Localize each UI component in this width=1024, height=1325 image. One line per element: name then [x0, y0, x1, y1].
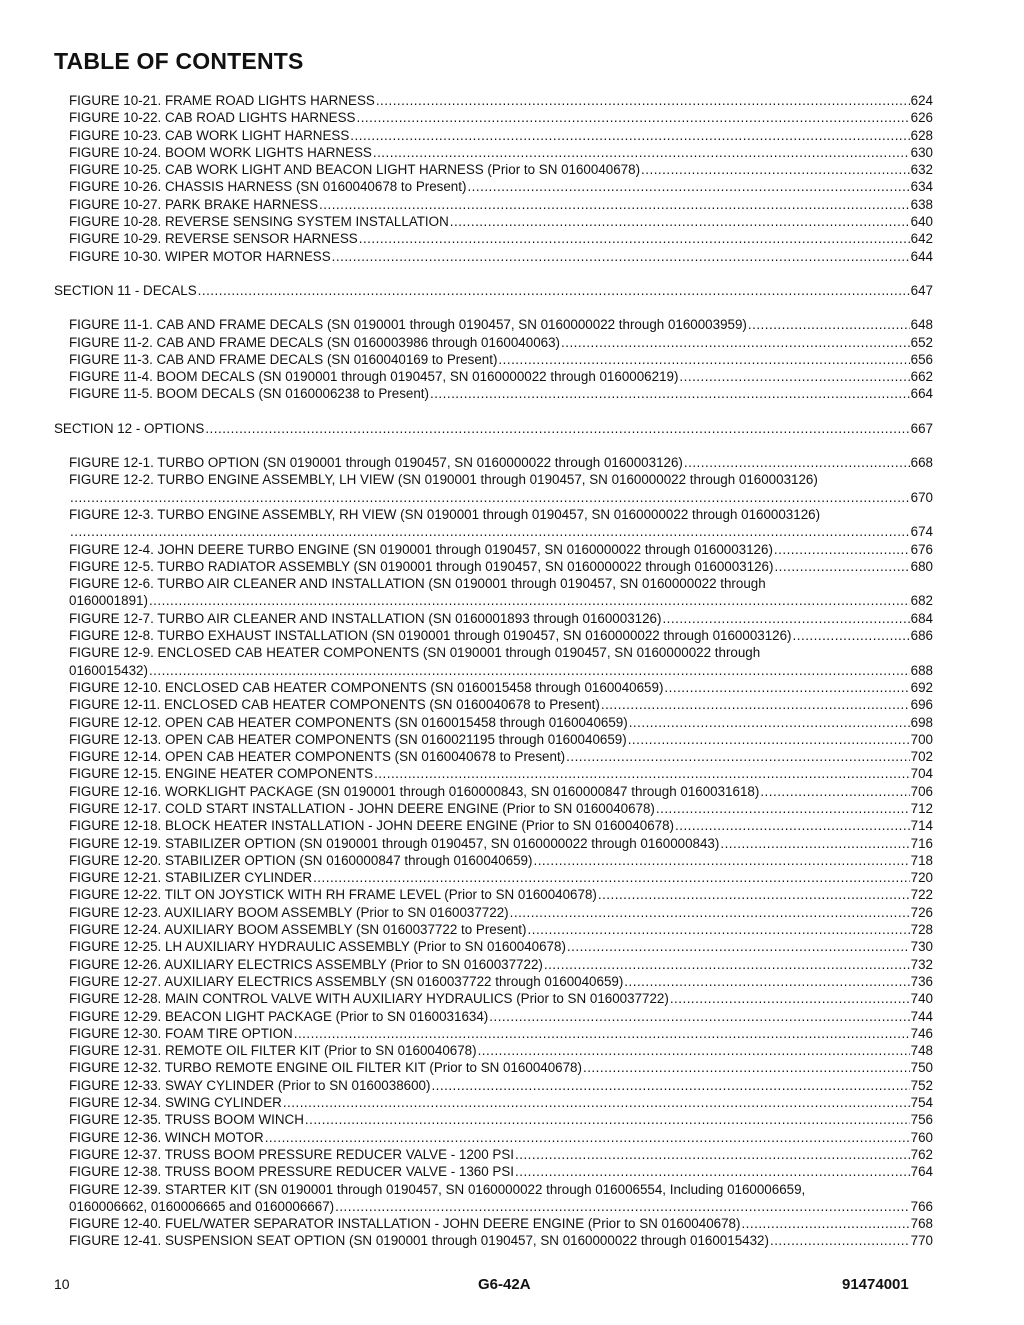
toc-entry-label: FIGURE 12-17. COLD START INSTALLATION - JOHN DEERE ENGINE (Prior to SN 0160040678) — [69, 800, 655, 816]
toc-entry-label: FIGURE 12-38. TRUSS BOOM PRESSURE REDUCER VALVE - 1360 PSI — [69, 1164, 514, 1180]
toc-entry-page: 702 — [910, 749, 933, 765]
toc-figure-entry[interactable] — [69, 1025, 933, 1042]
toc-figure-entry[interactable] — [69, 454, 933, 471]
toc-figure-entry[interactable] — [69, 1232, 933, 1249]
toc-entry-label: FIGURE 12-11. ENCLOSED CAB HEATER COMPONENTS (SN 0160040678 to Present) — [69, 697, 600, 713]
dot-leader — [641, 161, 910, 178]
toc-figure-entry[interactable] — [69, 230, 933, 247]
toc-entry-label: 0160015432) — [69, 662, 148, 678]
toc-figure-entry[interactable] — [69, 127, 933, 144]
toc-figure-entry[interactable] — [69, 92, 933, 109]
toc-figure-entry[interactable] — [69, 956, 933, 973]
toc-entry-label: FIGURE 12-41. SUSPENSION SEAT OPTION (SN 0190001 through 0190457, SN 0160000022 through 0160015432) — [69, 1233, 769, 1249]
toc-figure-entry[interactable] — [69, 334, 933, 351]
dot-leader — [294, 1025, 910, 1042]
toc-entry-page: 744 — [910, 1008, 933, 1024]
dot-leader — [319, 196, 910, 213]
toc-entry-page: 686 — [910, 628, 933, 644]
toc-entry-label: FIGURE 11-1. CAB AND FRAME DECALS (SN 0190001 through 0190457, SN 0160000022 through 0160003959) — [69, 317, 747, 333]
dot-leader — [450, 213, 910, 230]
toc-figure-entry[interactable] — [69, 1198, 933, 1215]
toc-figure-entry[interactable] — [69, 1042, 933, 1059]
toc-entry-wrapped-line[interactable]: FIGURE 12-9. ENCLOSED CAB HEATER COMPONENTS (SN 0190001 through 0190457, SN 0160000022 through — [69, 645, 761, 661]
toc-figure-entry[interactable] — [69, 109, 933, 126]
toc-entry-page: 720 — [910, 870, 933, 886]
toc-entry-page: 740 — [910, 991, 933, 1007]
dot-leader — [313, 869, 910, 886]
toc-figure-entry[interactable] — [69, 662, 933, 679]
toc-entry-page: 652 — [910, 334, 933, 350]
toc-entry-label: FIGURE 12-8. TURBO EXHAUST INSTALLATION (SN 0190001 through 0190457, SN 0160000022 through 0160003126) — [69, 628, 792, 644]
toc-entry-page: 722 — [910, 887, 933, 903]
toc-entry-page: 750 — [910, 1060, 933, 1076]
dot-leader — [670, 990, 910, 1007]
toc-entry-page: 762 — [910, 1146, 933, 1162]
toc-entry-label: FIGURE 12-26. AUXILIARY ELECTRICS ASSEMBLY (Prior to SN 0160037722) — [69, 956, 543, 972]
dot-leader — [566, 748, 910, 765]
toc-entry-page: 768 — [910, 1216, 933, 1232]
toc-figure-entry[interactable] — [69, 213, 933, 230]
dot-leader — [748, 316, 910, 333]
toc-figure-entry[interactable] — [69, 748, 933, 765]
toc-entry-page: 770 — [910, 1233, 933, 1249]
toc-spacer — [0, 265, 1024, 282]
toc-entry-page: 628 — [910, 127, 933, 143]
toc-figure-entry[interactable] — [69, 783, 933, 800]
dot-leader — [335, 1198, 910, 1215]
toc-entry-label: SECTION 12 - OPTIONS — [54, 420, 205, 436]
toc-entry-label: FIGURE 10-22. CAB ROAD LIGHTS HARNESS — [69, 110, 356, 126]
dot-leader — [583, 1059, 910, 1076]
dot-leader — [198, 282, 910, 299]
toc-entry-label: FIGURE 12-30. FOAM TIRE OPTION — [69, 1025, 293, 1041]
toc-entry-label: FIGURE 12-22. TILT ON JOYSTICK WITH RH FRAME LEVEL (Prior to SN 0160040678) — [69, 887, 597, 903]
toc-entry-page: 704 — [910, 766, 933, 782]
toc-spacer — [0, 299, 1024, 316]
footer-model: G6-42A — [478, 1276, 531, 1293]
dot-leader — [265, 1129, 910, 1146]
toc-figure-entry[interactable] — [69, 765, 933, 782]
toc-entry-page: 632 — [910, 162, 933, 178]
toc-entry-label: FIGURE 10-25. CAB WORK LIGHT AND BEACON LIGHT HARNESS (Prior to SN 0160040678) — [69, 162, 641, 178]
toc-figure-entry[interactable] — [69, 904, 933, 921]
dot-leader — [561, 334, 910, 351]
dot-leader — [656, 800, 910, 817]
toc-section-entry[interactable] — [54, 282, 933, 299]
toc-list — [0, 92, 1024, 1250]
toc-spacer — [0, 403, 1024, 420]
toc-figure-entry[interactable] — [69, 196, 933, 213]
toc-figure-entry[interactable] — [69, 610, 933, 627]
toc-entry-page: 648 — [910, 317, 933, 333]
dot-leader — [760, 783, 909, 800]
toc-entry-page: 682 — [910, 593, 933, 609]
dot-leader — [283, 1094, 910, 1111]
toc-entry-label: FIGURE 12-21. STABILIZER CYLINDER — [69, 870, 313, 886]
toc-entry-page: 726 — [910, 904, 933, 920]
toc-figure-entry[interactable] — [69, 800, 933, 817]
dot-leader — [305, 1111, 910, 1128]
toc-entry-page: 766 — [910, 1198, 933, 1214]
dot-leader — [430, 385, 910, 402]
toc-figure-entry[interactable] — [69, 627, 933, 644]
toc-entry-label: FIGURE 11-4. BOOM DECALS (SN 0190001 through 0190457, SN 0160000022 through 0160006219) — [69, 369, 679, 385]
toc-entry-page: 676 — [910, 541, 933, 557]
toc-figure-entry[interactable] — [69, 869, 933, 886]
toc-figure-entry[interactable] — [69, 886, 933, 903]
toc-entry-label: FIGURE 10-26. CHASSIS HARNESS (SN 0160040678 to Present) — [69, 179, 467, 195]
toc-entry-label: FIGURE 12-7. TURBO AIR CLEANER AND INSTALLATION (SN 0160001893 through 0160003126) — [69, 610, 662, 626]
dot-leader — [356, 109, 909, 126]
dot-leader — [664, 679, 909, 696]
toc-entry-page: 698 — [910, 714, 933, 730]
toc-figure-entry[interactable] — [69, 835, 933, 852]
toc-entry-page: 670 — [910, 489, 933, 505]
toc-entry-label: FIGURE 12-10. ENCLOSED CAB HEATER COMPONENTS (SN 0160015458 through 0160040659) — [69, 679, 664, 695]
toc-entry-page: 730 — [910, 939, 933, 955]
toc-figure-entry[interactable] — [69, 973, 933, 990]
toc-entry-label: FIGURE 11-3. CAB AND FRAME DECALS (SN 0160040169 to Present) — [69, 351, 498, 367]
dot-leader — [467, 178, 909, 195]
toc-figure-entry[interactable] — [69, 1094, 933, 1111]
toc-figure-entry[interactable] — [69, 558, 933, 575]
toc-entry-page: 656 — [910, 351, 933, 367]
toc-entry-page: 668 — [910, 455, 933, 471]
toc-entry-page: 662 — [910, 369, 933, 385]
dot-leader — [205, 420, 909, 437]
toc-entry-page: 764 — [910, 1164, 933, 1180]
toc-entry-page: 626 — [910, 110, 933, 126]
toc-entry-label: FIGURE 12-32. TURBO REMOTE ENGINE OIL FILTER KIT (Prior to SN 0160040678) — [69, 1060, 582, 1076]
toc-entry-label: FIGURE 12-25. LH AUXILIARY HYDRAULIC ASSEMBLY (Prior to SN 0160040678) — [69, 939, 566, 955]
toc-figure-entry[interactable] — [69, 368, 933, 385]
dot-leader — [624, 973, 909, 990]
toc-entry-label: FIGURE 12-20. STABILIZER OPTION (SN 0160000847 through 0160040659) — [69, 852, 533, 868]
toc-figure-entry[interactable] — [69, 161, 933, 178]
toc-figure-entry[interactable] — [69, 696, 933, 713]
dot-leader — [489, 1008, 909, 1025]
toc-entry-page: 647 — [910, 282, 933, 298]
dot-leader — [332, 248, 910, 265]
toc-entry-label: FIGURE 12-28. MAIN CONTROL VALVE WITH AUXILIARY HYDRAULICS (Prior to SN 0160037722) — [69, 991, 669, 1007]
toc-entry-label: FIGURE 10-30. WIPER MOTOR HARNESS — [69, 248, 331, 264]
toc-entry-wrapped-line[interactable]: FIGURE 12-2. TURBO ENGINE ASSEMBLY, LH VIEW (SN 0190001 through 0190457, SN 0160000022 through 0160003126) — [69, 472, 818, 488]
toc-figure-entry[interactable] — [69, 731, 933, 748]
toc-entry-label: FIGURE 12-16. WORKLIGHT PACKAGE (SN 0190001 through 0160000843, SN 0160000847 through 0160031618) — [69, 783, 760, 799]
toc-entry-page: 638 — [910, 196, 933, 212]
toc-figure-entry[interactable] — [69, 1008, 933, 1025]
toc-figure-entry[interactable] — [69, 144, 933, 161]
dot-leader — [774, 541, 910, 558]
toc-figure-entry[interactable] — [69, 385, 933, 402]
toc-entry-label: FIGURE 12-29. BEACON LIGHT PACKAGE (Prior to SN 0160031634) — [69, 1008, 489, 1024]
dot-leader — [515, 1163, 910, 1180]
toc-entry-page: 756 — [910, 1112, 933, 1128]
toc-figure-entry[interactable] — [69, 248, 933, 265]
toc-figure-entry[interactable] — [69, 1146, 933, 1163]
toc-figure-entry[interactable] — [69, 1163, 933, 1180]
toc-entry-label: FIGURE 12-34. SWING CYLINDER — [69, 1095, 282, 1111]
toc-entry-label: FIGURE 12-14. OPEN CAB HEATER COMPONENTS (SN 0160040678 to Present) — [69, 749, 566, 765]
toc-figure-entry[interactable] — [69, 541, 933, 558]
dot-leader — [741, 1215, 909, 1232]
dot-leader — [359, 230, 910, 247]
toc-entry-wrapped-line[interactable]: FIGURE 12-39. STARTER KIT (SN 0190001 through 0190457, SN 0160000022 through 016006554, Including 0160006659, — [69, 1181, 806, 1197]
toc-figure-entry[interactable] — [69, 990, 933, 1007]
toc-entry-label: FIGURE 12-40. FUEL/WATER SEPARATOR INSTALLATION - JOHN DEERE ENGINE (Prior to SN 0160040678) — [69, 1216, 741, 1232]
dot-leader — [510, 904, 910, 921]
toc-entry-page: 688 — [910, 662, 933, 678]
toc-entry-page: 634 — [910, 179, 933, 195]
toc-entry-label: FIGURE 10-27. PARK BRAKE HARNESS — [69, 196, 319, 212]
toc-entry-page: 754 — [910, 1095, 933, 1111]
toc-entry-label: FIGURE 12-5. TURBO RADIATOR ASSEMBLY (SN 0190001 through 0190457, SN 0160000022 through 0160003126) — [69, 558, 774, 574]
dot-leader — [662, 610, 909, 627]
dot-leader — [374, 765, 910, 782]
toc-figure-entry[interactable] — [69, 1077, 933, 1094]
toc-entry-label: FIGURE 12-24. AUXILIARY BOOM ASSEMBLY (SN 0160037722 to Present) — [69, 922, 527, 938]
toc-entry-label: FIGURE 10-23. CAB WORK LIGHT HARNESS — [69, 127, 350, 143]
toc-entry-label: FIGURE 10-29. REVERSE SENSOR HARNESS — [69, 231, 358, 247]
dot-leader — [70, 523, 910, 540]
toc-entry-page: 674 — [910, 524, 933, 540]
toc-entry-page: 718 — [910, 852, 933, 868]
toc-entry-wrapped-line[interactable]: FIGURE 12-3. TURBO ENGINE ASSEMBLY, RH VIEW (SN 0190001 through 0190457, SN 0160000022 through 0160003126) — [69, 506, 821, 522]
dot-leader — [720, 835, 909, 852]
toc-entry-label: FIGURE 12-37. TRUSS BOOM PRESSURE REDUCER VALVE - 1200 PSI — [69, 1146, 514, 1162]
toc-entry-label: FIGURE 11-2. CAB AND FRAME DECALS (SN 0160003986 through 0160040063) — [69, 334, 560, 350]
toc-entry-page: 748 — [910, 1043, 933, 1059]
dot-leader — [376, 92, 910, 109]
dot-leader — [629, 714, 910, 731]
toc-entry-page: 684 — [910, 610, 933, 626]
toc-figure-entry[interactable] — [69, 921, 933, 938]
toc-entry-page: 642 — [910, 231, 933, 247]
toc-entry-label: FIGURE 12-36. WINCH MOTOR — [69, 1129, 264, 1145]
toc-figure-entry[interactable] — [69, 351, 933, 368]
toc-entry-label: FIGURE 12-13. OPEN CAB HEATER COMPONENTS (SN 0160021195 through 0160040659) — [69, 731, 627, 747]
toc-figure-entry[interactable] — [69, 1111, 933, 1128]
toc-entry-label: SECTION 11 - DECALS — [54, 282, 197, 298]
toc-section-entry[interactable] — [54, 420, 933, 437]
toc-entry-label: FIGURE 12-31. REMOTE OIL FILTER KIT (Prior to SN 0160040678) — [69, 1043, 477, 1059]
toc-entry-page: 760 — [910, 1129, 933, 1145]
dot-leader — [149, 592, 910, 609]
dot-leader — [601, 696, 910, 713]
toc-figure-entry[interactable] — [69, 178, 933, 195]
toc-entry-label: FIGURE 12-18. BLOCK HEATER INSTALLATION - JOHN DEERE ENGINE (Prior to SN 0160040678) — [69, 818, 674, 834]
toc-entry-label: FIGURE 12-23. AUXILIARY BOOM ASSEMBLY (Prior to SN 0160037722) — [69, 904, 509, 920]
toc-entry-page: 640 — [910, 214, 933, 230]
dot-leader — [70, 489, 910, 506]
dot-leader — [684, 454, 910, 471]
toc-entry-page: 700 — [910, 731, 933, 747]
dot-leader — [567, 938, 910, 955]
toc-entry-page: 706 — [910, 783, 933, 799]
toc-entry-wrapped-line[interactable]: FIGURE 12-6. TURBO AIR CLEANER AND INSTALLATION (SN 0190001 through 0190457, SN 0160000022 through — [69, 576, 766, 592]
dot-leader — [628, 731, 910, 748]
toc-figure-entry[interactable] — [69, 938, 933, 955]
toc-entry-label: FIGURE 12-1. TURBO OPTION (SN 0190001 through 0190457, SN 0160000022 through 0160003126) — [69, 455, 683, 471]
toc-entry-page: 680 — [910, 558, 933, 574]
toc-entry-label: FIGURE 12-27. AUXILIARY ELECTRICS ASSEMBLY (SN 0160037722 through 0160040659) — [69, 973, 624, 989]
toc-figure-entry[interactable] — [69, 714, 933, 731]
toc-figure-entry[interactable] — [69, 316, 933, 333]
dot-leader — [350, 127, 909, 144]
dot-leader — [373, 144, 910, 161]
toc-entry-label: FIGURE 12-35. TRUSS BOOM WINCH — [69, 1112, 304, 1128]
toc-entry-label: FIGURE 10-28. REVERSE SENSING SYSTEM INSTALLATION — [69, 214, 449, 230]
toc-entry-page: 644 — [910, 248, 933, 264]
toc-figure-entry[interactable] — [69, 852, 933, 869]
toc-entry-page: 630 — [910, 144, 933, 160]
dot-leader — [679, 368, 909, 385]
toc-entry-label: FIGURE 10-24. BOOM WORK LIGHTS HARNESS — [69, 144, 372, 160]
toc-entry-label: FIGURE 12-33. SWAY CYLINDER (Prior to SN 0160038600) — [69, 1077, 431, 1093]
toc-entry-label: FIGURE 11-5. BOOM DECALS (SN 0160006238 to Present) — [69, 386, 429, 402]
toc-figure-entry[interactable] — [69, 523, 933, 540]
toc-entry-page: 712 — [910, 800, 933, 816]
dot-leader — [149, 662, 910, 679]
toc-entry-label: 0160001891) — [69, 593, 148, 609]
toc-figure-entry[interactable] — [69, 592, 933, 609]
toc-entry-page: 714 — [910, 818, 933, 834]
toc-entry-page: 728 — [910, 922, 933, 938]
dot-leader — [598, 886, 910, 903]
footer-doc-number: 91474001 — [842, 1276, 909, 1293]
dot-leader — [478, 1042, 910, 1059]
toc-figure-entry[interactable] — [69, 489, 933, 506]
dot-leader — [675, 817, 910, 834]
toc-entry-page: 732 — [910, 956, 933, 972]
toc-spacer — [0, 437, 1024, 454]
toc-entry-label: 0160006662, 0160006665 and 0160006667) — [69, 1198, 335, 1214]
dot-leader — [544, 956, 910, 973]
toc-entry-page: 696 — [910, 697, 933, 713]
toc-entry-label: FIGURE 12-19. STABILIZER OPTION (SN 0190001 through 0190457, SN 0160000022 through 0160000843) — [69, 835, 720, 851]
page-title: TABLE OF CONTENTS — [54, 48, 304, 74]
dot-leader — [793, 627, 910, 644]
dot-leader — [770, 1232, 910, 1249]
toc-figure-entry[interactable] — [69, 1215, 933, 1232]
dot-leader — [498, 351, 909, 368]
toc-entry-page: 736 — [910, 973, 933, 989]
toc-entry-label: FIGURE 12-15. ENGINE HEATER COMPONENTS — [69, 766, 374, 782]
footer-page-number: 10 — [54, 1276, 70, 1292]
dot-leader — [528, 921, 910, 938]
toc-figure-entry[interactable] — [69, 679, 933, 696]
toc-figure-entry[interactable] — [69, 1129, 933, 1146]
toc-entry-page: 716 — [910, 835, 933, 851]
toc-entry-page: 692 — [910, 679, 933, 695]
toc-entry-page: 667 — [910, 420, 933, 436]
toc-entry-page: 664 — [910, 386, 933, 402]
toc-entry-label: FIGURE 10-21. FRAME ROAD LIGHTS HARNESS — [69, 93, 375, 108]
toc-entry-label: FIGURE 12-12. OPEN CAB HEATER COMPONENTS (SN 0160015458 through 0160040659) — [69, 714, 628, 730]
dot-leader — [515, 1146, 910, 1163]
dot-leader — [431, 1077, 909, 1094]
toc-figure-entry[interactable] — [69, 1059, 933, 1076]
toc-entry-page: 752 — [910, 1077, 933, 1093]
toc-entry-label: FIGURE 12-4. JOHN DEERE TURBO ENGINE (SN 0190001 through 0190457, SN 0160000022 through 0160003126) — [69, 541, 773, 557]
toc-entry-page: 746 — [910, 1025, 933, 1041]
dot-leader — [774, 558, 909, 575]
toc-entry-page: 624 — [910, 93, 933, 108]
dot-leader — [533, 852, 909, 869]
toc-figure-entry[interactable] — [69, 817, 933, 834]
